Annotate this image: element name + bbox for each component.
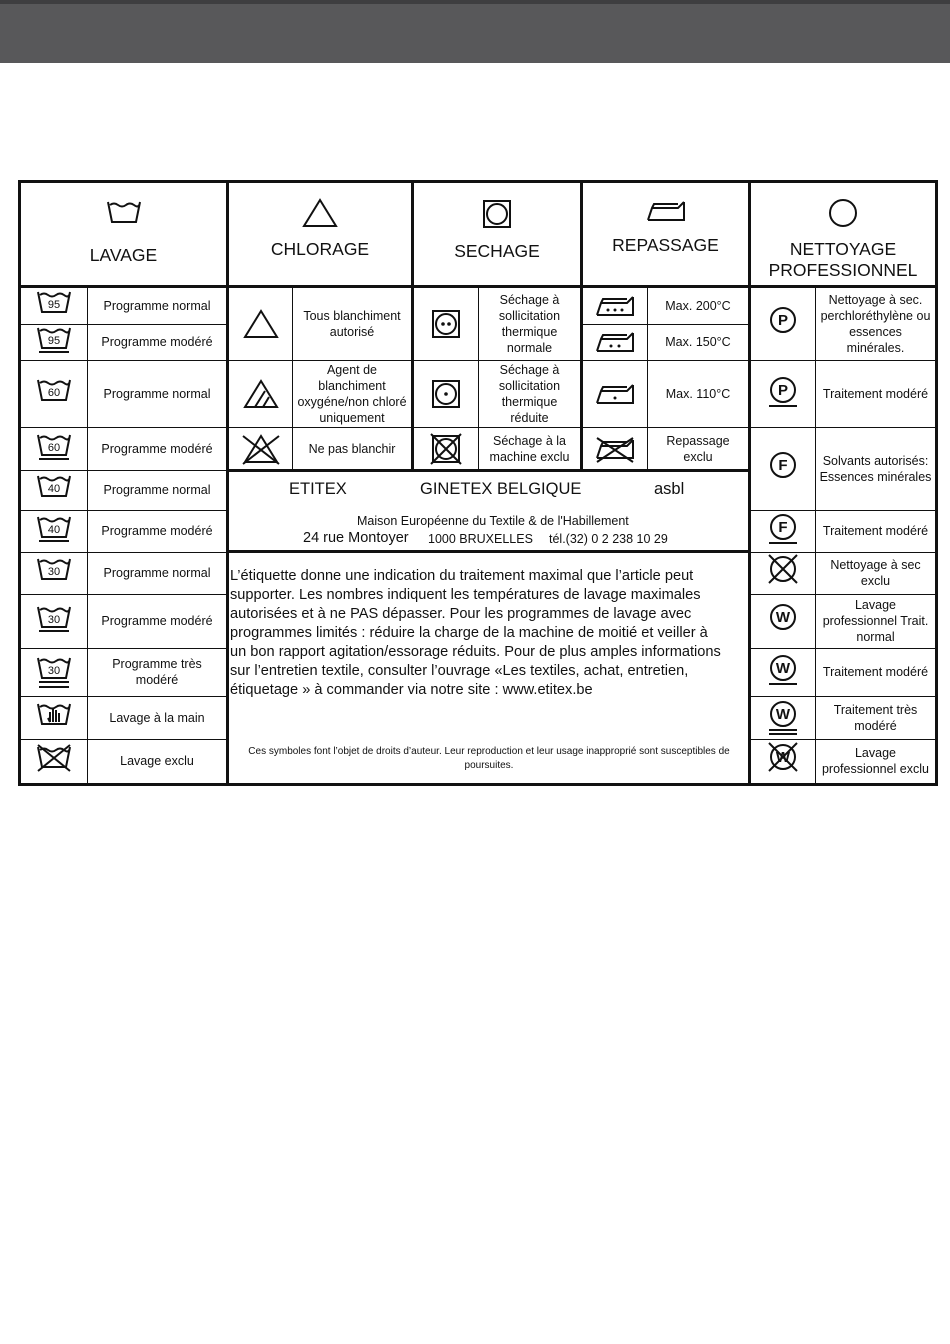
svg-text:30: 30 [47, 566, 61, 578]
grid-line [87, 288, 88, 783]
nettoyage-header-label: NETTOYAGE [789, 239, 897, 259]
wash-tub-icon [21, 739, 87, 783]
chlorage-header-label: CHLORAGE [270, 239, 370, 259]
wash-tub-icon [21, 360, 87, 427]
org-city: 1000 BRUXELLES [428, 532, 533, 546]
sechage-label: Séchage à sollicitation thermique réduite [498, 362, 561, 425]
grid-line [478, 288, 479, 470]
svg-text:95: 95 [47, 335, 61, 347]
grid-line [229, 469, 748, 472]
repassage-header-icon [644, 196, 688, 231]
sechage-label: Séchage à sollicitation thermique normale [498, 293, 561, 355]
svg-text:30: 30 [47, 614, 61, 626]
dry-clean-circle-icon [751, 648, 815, 696]
header-repassage [583, 196, 748, 286]
svg-text:40: 40 [47, 483, 61, 495]
info-text-line: étiquetage » à commander via notre site : www.etitex.be [230, 682, 593, 698]
svg-text:W: W [775, 660, 791, 677]
info-text-line: programmes limités : réduire la charge de la machine de moitié et veiller à [230, 625, 708, 641]
svg-text:60: 60 [47, 386, 61, 399]
iron-icon [583, 427, 647, 470]
grid-line [748, 183, 751, 783]
lavage-label: Programme modéré [101, 614, 213, 628]
grid-line [815, 288, 816, 783]
sechage-header-icon [479, 196, 515, 237]
svg-text:W: W [775, 705, 791, 723]
tumble-dry-icon [414, 288, 478, 360]
svg-text:W: W [775, 749, 791, 766]
nettoyage-header-label: PROFESSIONNEL [768, 260, 918, 280]
repassage-label: Max. 110°C [665, 386, 731, 401]
svg-text:95: 95 [47, 299, 61, 311]
chlorage-label: Agent de blanchiment oxygéne/non chloré uniquement [297, 362, 407, 425]
nettoyage-label: Nettoyage à sec exclu [830, 558, 921, 588]
wash-tub-icon [21, 648, 87, 696]
info-text-line: autorisées et à ne PAS dépasser. Pour les programmes de lavage avec [230, 606, 692, 622]
grid-line [292, 288, 293, 470]
iron-icon [583, 324, 647, 360]
top-bar-edge [0, 0, 950, 4]
sechage-header-label: SECHAGE [454, 241, 540, 261]
wash-tub-icon [21, 470, 87, 510]
chlorage-label: Tous blanchiment autorisé [303, 309, 401, 339]
grid-line [647, 288, 648, 470]
wash-tub-icon [21, 552, 87, 594]
header-sechage [414, 196, 580, 286]
svg-text:F: F [778, 519, 788, 536]
info-text-line: sur l’entretien textile, consulter l’ouvrage «Les textiles, achat, entretien, [230, 663, 689, 679]
bleach-triangle-icon [229, 427, 292, 470]
dry-clean-circle-icon [751, 594, 815, 648]
nettoyage-header-icon [825, 196, 861, 235]
info-text-line: supporter. Les nombres indiquent les températures de lavage maximales [230, 587, 701, 603]
dry-clean-circle-icon [751, 510, 815, 552]
grid-line [226, 183, 229, 783]
svg-text:P: P [777, 312, 789, 329]
wash-tub-icon [21, 510, 87, 552]
bleach-triangle-icon [229, 288, 292, 360]
lavage-label: Lavage à la main [109, 710, 205, 725]
tumble-dry-icon [414, 360, 478, 427]
nettoyage-label: Lavage professionnel Trait. normal [822, 598, 929, 644]
iron-icon [583, 288, 647, 324]
dry-clean-circle-icon [751, 360, 815, 427]
nettoyage-label: Traitement très modéré [833, 702, 918, 733]
dry-clean-circle-icon [751, 552, 815, 594]
nettoyage-label: Traitement modéré [822, 386, 929, 401]
grid-line [229, 550, 748, 553]
lavage-label: Programme très modéré [112, 657, 202, 687]
org-asbl: asbl [654, 480, 685, 498]
repassage-label: Max. 150°C [665, 335, 731, 349]
org-maison: Maison Européenne du Textile & de l'Habillement [357, 514, 629, 528]
top-bar [0, 0, 950, 63]
header-chlorage [229, 196, 411, 286]
svg-text:P: P [777, 381, 789, 399]
wash-tub-icon [21, 594, 87, 648]
copyright-note: Ces symboles font l’objet de droits d’auteur. Leur reproduction et leur usage inapproprié sont susceptibles de poursuites. [248, 746, 730, 771]
nettoyage-label: Nettoyage à sec. perchloréthylène ou essences minérales. [820, 293, 931, 355]
repassage-header-label: REPASSAGE [612, 235, 719, 255]
lavage-label: Programme modéré [101, 441, 213, 456]
header-lavage [21, 196, 226, 286]
dry-clean-circle-icon [751, 427, 815, 510]
wash-tub-icon [21, 427, 87, 470]
lavage-label: Programme normal [103, 386, 211, 401]
care-symbols-table [18, 180, 938, 786]
nettoyage-label: Solvants autorisés: Essences minérales [819, 453, 932, 484]
dry-clean-circle-icon [751, 288, 815, 360]
lavage-header-icon [104, 196, 144, 241]
lavage-label: Programme normal [103, 299, 211, 313]
svg-text:40: 40 [47, 524, 61, 536]
org-ginetex: GINETEX BELGIQUE [420, 480, 582, 498]
repassage-label: Repassage exclu [666, 433, 730, 464]
chlorage-label: Ne pas blanchir [308, 441, 396, 456]
nettoyage-label: Lavage professionnel exclu [821, 746, 929, 776]
lavage-label: Programme normal [103, 566, 211, 580]
repassage-label: Max. 200°C [665, 299, 731, 313]
svg-text:W: W [775, 609, 791, 626]
org-street: 24 rue Montoyer [303, 530, 409, 546]
svg-text:60: 60 [47, 441, 61, 454]
lavage-label: Lavage exclu [120, 754, 194, 768]
chlorage-header-icon [300, 196, 340, 235]
grid-line [411, 183, 414, 471]
nettoyage-label: Traitement modéré [822, 524, 929, 538]
sechage-label: Séchage à la machine exclu [489, 433, 570, 464]
org-etitex: ETITEX [289, 480, 347, 498]
info-text-line: L’étiquette donne une indication du traitement maximal que l’article peut [230, 568, 694, 584]
iron-icon [583, 360, 647, 427]
svg-text:30: 30 [47, 665, 61, 677]
tumble-dry-icon [414, 427, 478, 470]
wash-tub-icon [21, 696, 87, 739]
svg-text:F: F [778, 456, 788, 474]
header-nettoyage [751, 196, 935, 286]
lavage-header-label: LAVAGE [89, 245, 158, 265]
wash-tub-icon [21, 288, 87, 324]
wash-tub-icon [21, 324, 87, 360]
org-tel: tél.(32) 0 2 238 10 29 [549, 532, 668, 546]
info-text-line: un bon rapport agitation/essorage réduits. Pour de plus amples informations [230, 644, 721, 660]
lavage-label: Programme modéré [101, 335, 213, 349]
dry-clean-circle-icon [751, 696, 815, 739]
nettoyage-label: Traitement modéré [822, 665, 929, 679]
lavage-label: Programme modéré [101, 524, 213, 538]
dry-clean-circle-icon [751, 739, 815, 783]
grid-line [580, 183, 583, 471]
lavage-label: Programme normal [103, 483, 211, 497]
bleach-triangle-icon [229, 360, 292, 427]
